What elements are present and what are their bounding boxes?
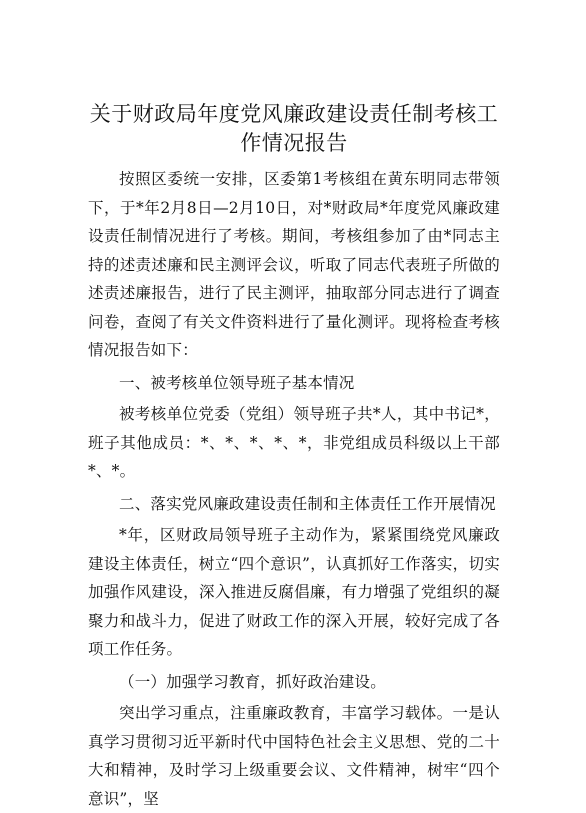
document-title: 关于财政局年度党风廉政建设责任制考核工作情况报告 bbox=[89, 102, 499, 155]
section-1-paragraph: 被考核单位党委（党组）领导班子共*人，其中书记*，班子其他成员：*、*、*、*、*，非党组成员科级以上干部*、*。 bbox=[88, 405, 500, 480]
intro-paragraph: 按照区委统一安排，区委第1考核组在黄东明同志带领下，于*年2月8日—2月10日，对*财政局*年度党风廉政建设责任制情况进行了考核。期间，考核组参加了由*同志主持的述责述廉和民主测评会议，听取了同志代表班子所做的述责述廉报告，进行了民主测评，抽取部分同志进行了调查问卷，查阅了有关文件资料进行了量化测评。现将检查考核情况报告如下： bbox=[88, 170, 500, 359]
subsection-1-heading: （一）加强学习教育，抓好政治建设。 bbox=[119, 672, 386, 691]
section-2-paragraph: *年，区财政局领导班子主动作为，紧紧围绕党风廉政建设主体责任，树立“四个意识”，认真抓好工作落实，切实加强作风建设，深入推进反腐倡廉，有力增强了党组织的凝聚力和战斗力，促进了财政工作的深入开展，较好完成了各项工作任务。 bbox=[88, 526, 500, 658]
subsection-1-paragraph: 突出学习重点，注重廉政教育，丰富学习载体。一是认真学习贯彻习近平新时代中国特色社会主义思想、党的二十大和精神，及时学习上级重要会议、文件精神，树牢“四个意识”，坚 bbox=[88, 704, 500, 808]
section-1-heading: 一、被考核单位领导班子基本情况 bbox=[119, 373, 355, 392]
section-2-heading: 二、落实党风廉政建设责任制和主体责任工作开展情况 bbox=[119, 494, 496, 513]
